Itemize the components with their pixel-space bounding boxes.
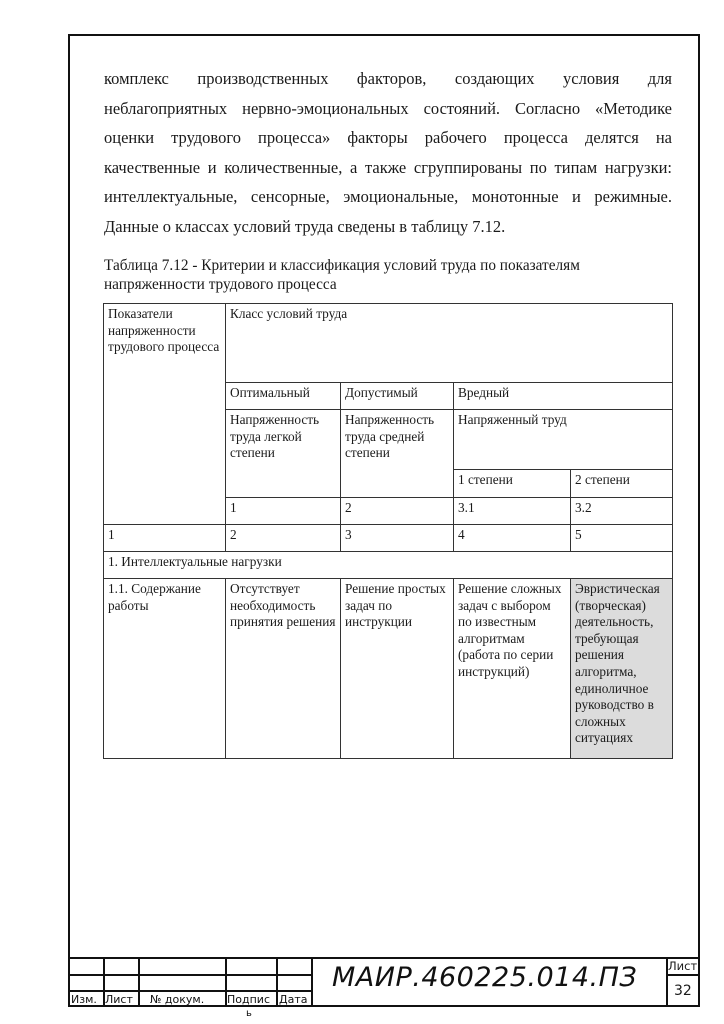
class-code: 3.2 — [571, 498, 673, 525]
label-change: Изм. — [71, 993, 97, 1006]
table-row — [104, 579, 673, 759]
header-intense: Напряженный труд — [454, 410, 673, 470]
table-caption: Таблица 7.12 - Критерии и классификация условий труда по показателям напряженности трудового процесса — [104, 257, 580, 293]
class-code: 1 — [226, 498, 341, 525]
row-cell: Отсутствует необходимость принятия решения — [226, 579, 341, 759]
class-code: 2 — [341, 498, 454, 525]
section-heading: 1. Интеллектуальные нагрузки — [104, 552, 673, 579]
header-allowable: Допустимый — [341, 383, 454, 410]
paragraph-text: комплекс производственных факторов, создающих условия для неблагоприятных нервно-эмоциональных состояний. Согласно «Методике оценки трудового процесса» факторы рабочего процесса делятся на качественные и количественные, а также сгруппированы по типам нагрузки: интеллектуальные, сенсорные, эмоциональные, монотонные и режимные. Данные о классах условий труда сведены в таблицу 7.12. — [104, 69, 672, 236]
header-light: Напряженность труда легкой степени — [226, 410, 341, 498]
header-degree2: 2 степени — [571, 470, 673, 498]
column-number: 4 — [454, 525, 571, 552]
document-number: МАИР.460225.014.ПЗ — [332, 962, 638, 993]
header-harmful: Вредный — [454, 383, 673, 410]
header-optimal: Оптимальный — [226, 383, 341, 410]
sheet-label: Лист — [668, 959, 698, 973]
row-indicator: 1.1. Содержание работы — [104, 579, 226, 759]
sheet-number: 32 — [674, 983, 692, 999]
column-number: 3 — [341, 525, 454, 552]
criteria-table — [103, 303, 673, 759]
row-cell: Решение простых задач по инструкции — [341, 579, 454, 759]
label-signature-overflow: ь — [246, 1008, 252, 1019]
class-code: 3.1 — [454, 498, 571, 525]
header-class-group: Класс условий труда — [226, 304, 673, 383]
body-paragraph — [104, 64, 672, 242]
row-cell-highlighted: Эвристическая (творческая) деятельность, требующая решения алгоритма, единоличное руководство в сложных ситуациях — [571, 579, 673, 759]
label-sheet: Лист — [105, 993, 133, 1006]
label-date: Дата — [279, 993, 308, 1006]
label-signature: Подпис — [227, 993, 270, 1006]
header-medium: Напряженность труда средней степени — [341, 410, 454, 498]
row-cell: Решение сложных задач с выбором по известным алгоритмам (работа по серии инструкций) — [454, 579, 571, 759]
label-doc-number: № докум. — [150, 993, 205, 1006]
column-number: 1 — [104, 525, 226, 552]
column-number: 2 — [226, 525, 341, 552]
column-number-row — [104, 525, 673, 552]
header-degree1: 1 степени — [454, 470, 571, 498]
header-indicator: Показатели напряженности трудового процесса — [104, 304, 226, 525]
column-number: 5 — [571, 525, 673, 552]
